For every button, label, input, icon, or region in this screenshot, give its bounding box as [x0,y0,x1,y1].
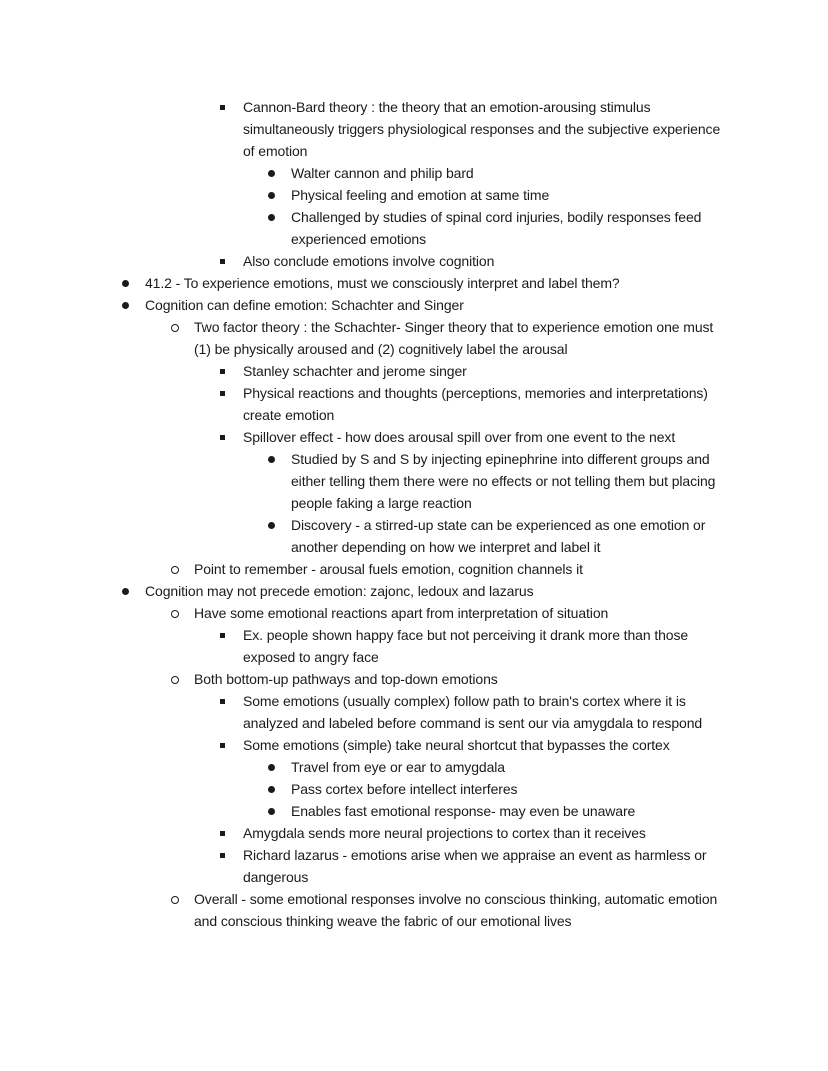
outline-item-text: Cognition may not precede emotion: zajonc, ledoux and lazarus [145,583,534,599]
outline-item-text: Pass cortex before intellect interferes [291,781,518,797]
bullet-disc-icon [268,522,275,529]
bullet-disc-icon [268,456,275,463]
outline-item-text: Point to remember - arousal fuels emotion, cognition channels it [194,561,583,577]
bullet-square-icon [220,435,225,440]
outline-item-text: Overall - some emotional responses involve no conscious thinking, automatic emotion and conscious thinking weave the fabric of our emotional lives [194,891,718,929]
outline-item [0,382,828,426]
bullet-circle-icon [171,324,179,332]
outline-item [0,184,828,206]
outline-item-text: Ex. people shown happy face but not perceiving it drank more than those exposed to angry face [243,627,689,665]
outline-item-text: Discovery - a stirred-up state can be experienced as one emotion or another depending on how we interpret and label it [291,517,706,555]
outline-item-text: Walter cannon and philip bard [291,165,474,181]
outline-item [0,888,828,932]
outline-item [0,96,828,162]
bullet-disc-icon [268,764,275,771]
bullet-disc-icon [268,192,275,199]
bullet-square-icon [220,633,225,638]
bullet-disc-icon [122,280,129,287]
outline-item [0,426,828,448]
outline-item-text: Also conclude emotions involve cognition [243,253,495,269]
outline-item [0,822,828,844]
bullet-disc-icon [122,302,129,309]
outline-item-text: Cannon-Bard theory : the theory that an emotion-arousing stimulus simultaneously triggers physiological responses and the subjective experience of emotion [243,99,721,159]
outline-item [0,206,828,250]
bullet-square-icon [220,699,225,704]
outline-item [0,558,828,580]
outline-item-text: Physical feeling and emotion at same time [291,187,550,203]
bullet-disc-icon [268,214,275,221]
outline-item-text: Travel from eye or ear to amygdala [291,759,505,775]
bullet-circle-icon [171,610,179,618]
bullet-disc-icon [122,588,129,595]
bullet-square-icon [220,369,225,374]
outline-item-text: Some emotions (simple) take neural shortcut that bypasses the cortex [243,737,670,753]
bullet-circle-icon [171,566,179,574]
bullet-disc-icon [268,786,275,793]
outline-item-text: Both bottom-up pathways and top-down emotions [194,671,498,687]
outline-item-text: Stanley schachter and jerome singer [243,363,467,379]
bullet-square-icon [220,391,225,396]
outline-item [0,624,828,668]
outline-item-text: Physical reactions and thoughts (perceptions, memories and interpretations) create emotion [243,385,708,423]
outline-item [0,668,828,690]
outline-item [0,734,828,756]
bullet-disc-icon [268,170,275,177]
outline-item [0,250,828,272]
outline-item-text: Two factor theory : the Schachter- Singer theory that to experience emotion one must (1) be physically aroused and (2) cognitively label the arousal [194,319,714,357]
outline-item [0,316,828,360]
outline-item [0,272,828,294]
outline-item [0,602,828,624]
outline-item [0,690,828,734]
bullet-square-icon [220,259,225,264]
outline-item-text: Some emotions (usually complex) follow path to brain's cortex where it is analyzed and labeled before command is sent our via amygdala to respond [243,693,703,731]
outline-item [0,580,828,602]
bullet-circle-icon [171,896,179,904]
bullet-square-icon [220,105,225,110]
bullet-square-icon [220,853,225,858]
outline-item-text: 41.2 - To experience emotions, must we consciously interpret and label them? [145,275,620,291]
outline-item-text: Amygdala sends more neural projections to cortex than it receives [243,825,646,841]
outline-item-text: Enables fast emotional response- may even be unaware [291,803,636,819]
outline-item [0,778,828,800]
bullet-square-icon [220,831,225,836]
outline-item [0,162,828,184]
outline-item-text: Studied by S and S by injecting epinephrine into different groups and either telling them there were no effects or not telling them but placing people faking a large reaction [291,451,716,511]
outline-item-text: Cognition can define emotion: Schachter and Singer [145,297,464,313]
outline-item [0,756,828,778]
outline-item [0,448,828,514]
outline-item [0,844,828,888]
outline-item-text: Richard lazarus - emotions arise when we appraise an event as harmless or dangerous [243,847,707,885]
bullet-square-icon [220,743,225,748]
bullet-disc-icon [268,808,275,815]
outline-item [0,800,828,822]
bullet-circle-icon [171,676,179,684]
outline-item [0,294,828,316]
outline-item [0,360,828,382]
outline-item-text: Challenged by studies of spinal cord injuries, bodily responses feed experienced emotions [291,209,702,247]
outline-item [0,514,828,558]
outline-item-text: Spillover effect - how does arousal spill over from one event to the next [243,429,676,445]
outline-item-text: Have some emotional reactions apart from interpretation of situation [194,605,609,621]
